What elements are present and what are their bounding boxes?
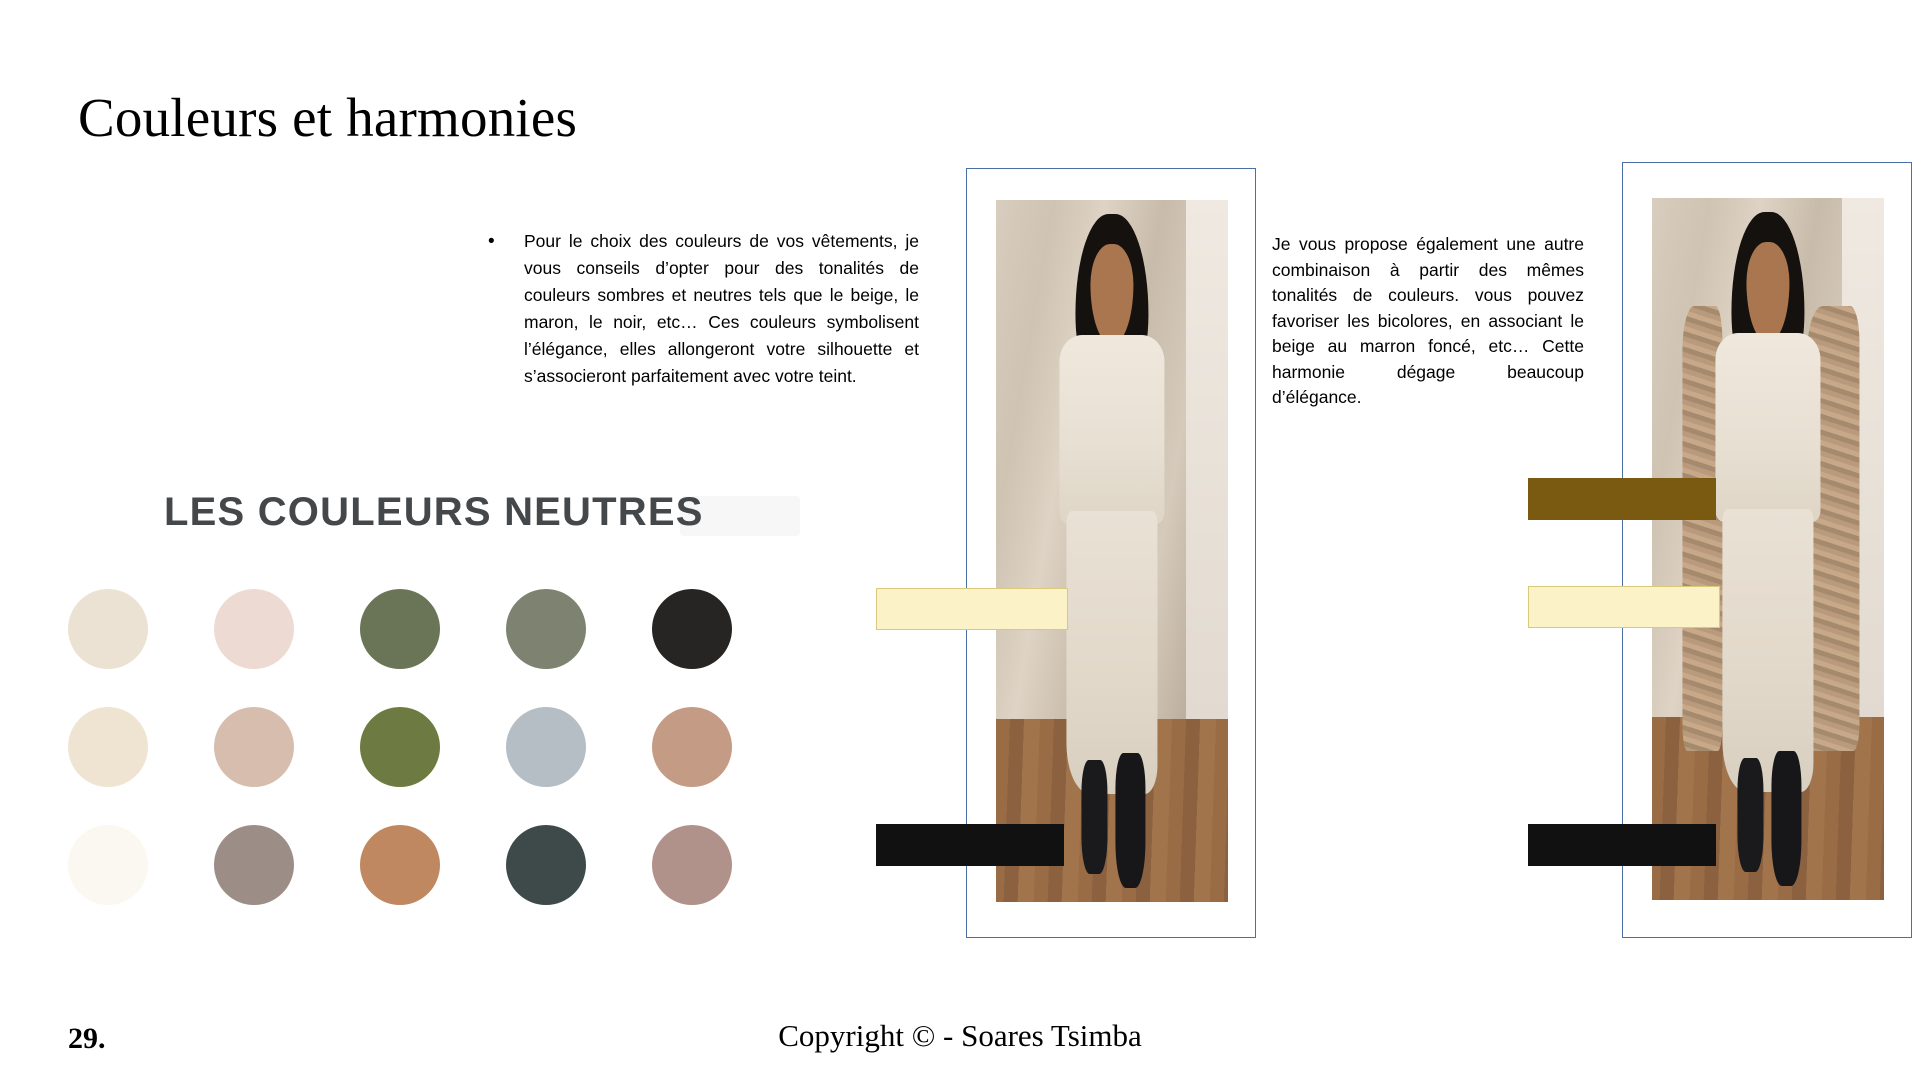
outfit-photo-left <box>996 200 1228 902</box>
boot-left <box>1081 760 1107 875</box>
wall-right <box>1186 200 1228 719</box>
palette-row <box>68 570 798 688</box>
callout-bar-black-left <box>876 824 1064 866</box>
callout-bar-dark-brown-right <box>1528 478 1716 520</box>
color-swatch <box>506 707 586 787</box>
callout-bar-cream-left <box>876 588 1068 630</box>
knit-top <box>1716 333 1820 522</box>
palette-cell <box>68 806 214 924</box>
palette-heading: LES COULEURS NEUTRES <box>164 490 704 534</box>
page-title: Couleurs et harmonies <box>78 87 578 148</box>
knit-top <box>1060 335 1164 524</box>
color-swatch <box>360 825 440 905</box>
color-swatch <box>214 825 294 905</box>
photo-scene <box>1652 198 1884 900</box>
callout-bar-cream-right <box>1528 586 1720 628</box>
color-swatch <box>652 825 732 905</box>
color-swatch <box>360 707 440 787</box>
palette-cell <box>214 688 360 806</box>
palette-cell <box>214 806 360 924</box>
palette-cell <box>68 688 214 806</box>
color-swatch <box>214 707 294 787</box>
knit-skirt <box>1722 509 1814 792</box>
color-swatch <box>360 589 440 669</box>
color-swatch <box>68 707 148 787</box>
left-text-block <box>484 228 919 390</box>
palette-cell <box>652 570 798 688</box>
palette-cell <box>68 570 214 688</box>
model-figure <box>1691 212 1844 886</box>
palette-cell <box>360 806 506 924</box>
color-swatch <box>652 589 732 669</box>
boot-right <box>1771 751 1802 886</box>
bullet-marker: • <box>488 231 495 252</box>
color-swatch <box>214 589 294 669</box>
palette-swatch-grid <box>68 570 798 924</box>
boot-right <box>1115 753 1146 888</box>
palette-cell <box>360 688 506 806</box>
color-swatch <box>506 825 586 905</box>
palette-cell <box>360 570 506 688</box>
boot-left <box>1737 758 1763 873</box>
page-number: 29. <box>68 1022 106 1055</box>
color-swatch <box>68 589 148 669</box>
color-swatch <box>652 707 732 787</box>
palette-cell <box>506 570 652 688</box>
copyright-notice: Copyright © - Soares Tsimba <box>778 1018 1142 1053</box>
model-figure <box>1035 214 1188 888</box>
palette-cell <box>652 806 798 924</box>
neutral-palette-graphic <box>68 490 808 960</box>
right-text-paragraph: Je vous propose également une autre combinaison à partir des mêmes tonalités de couleurs. vous pouvez favoriser les bicolores, en associant le beige au marron foncé, etc… Cette harmonie dégage beaucoup d’élégance. <box>1272 234 1584 407</box>
photo-scene <box>996 200 1228 902</box>
outfit-photo-right <box>1652 198 1884 900</box>
bullet-item <box>484 228 919 390</box>
palette-cell <box>214 570 360 688</box>
palette-row <box>68 688 798 806</box>
palette-cell <box>506 688 652 806</box>
palette-cell <box>652 688 798 806</box>
palette-cell <box>506 806 652 924</box>
color-swatch <box>506 589 586 669</box>
bullet-paragraph: Pour le choix des couleurs de vos vêtements, je vous conseils d’opter pour des tonalités de couleurs sombres et neutres tels que le beige, le maron, le noir, etc… Ces couleurs symbolisent l’élégance, elles allongeront votre silhouette et s’associeront parfaitement avec votre teint. <box>524 231 919 386</box>
callout-bar-black-right <box>1528 824 1716 866</box>
color-swatch <box>68 825 148 905</box>
palette-row <box>68 806 798 924</box>
knit-skirt <box>1066 511 1158 794</box>
